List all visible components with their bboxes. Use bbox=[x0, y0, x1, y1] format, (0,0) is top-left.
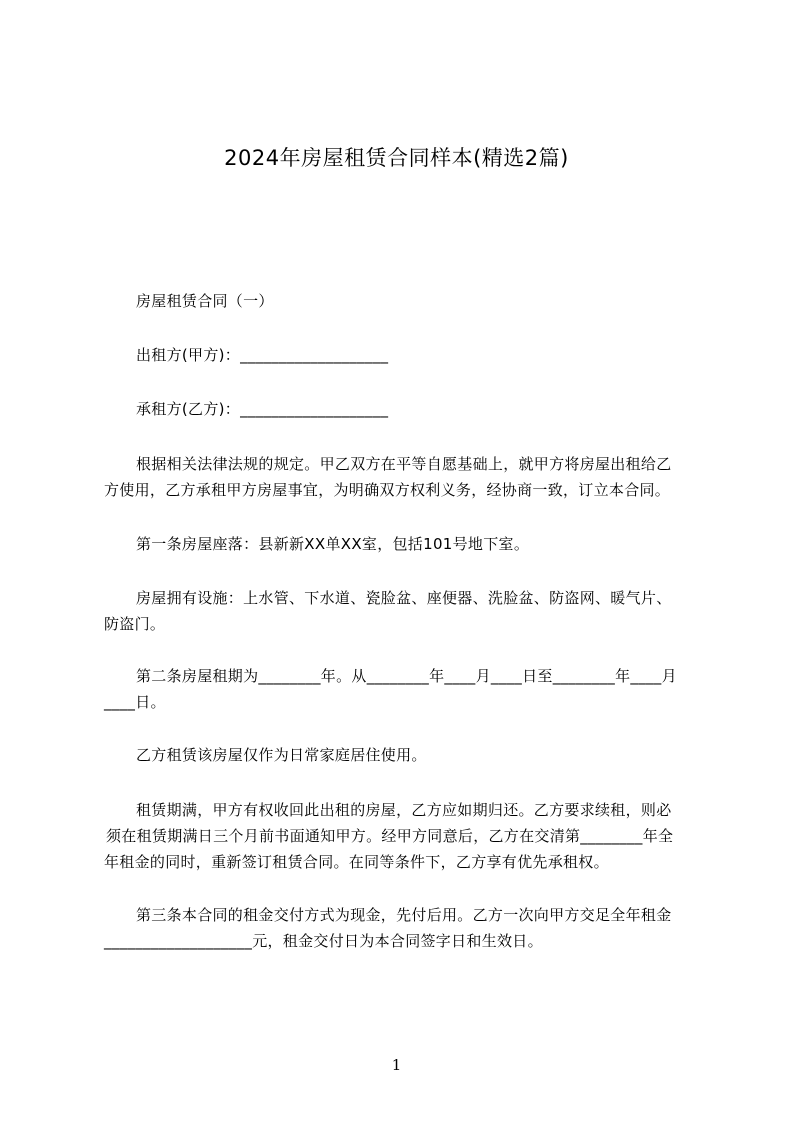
article-3-paragraph bbox=[104, 902, 700, 954]
preamble-paragraph bbox=[104, 451, 700, 503]
usage-text: 乙方租赁该房屋仅作为日常家庭居住使用。 bbox=[136, 746, 427, 764]
facilities-paragraph bbox=[104, 585, 700, 637]
renewal-line-1: 租赁期满，甲方有权收回此出租的房屋，乙方应如期归还。乙方要求续租，则必 bbox=[136, 801, 672, 819]
lessor-text: 出租方(甲方)：___________________ bbox=[136, 346, 389, 364]
preamble-line-2: 方使用，乙方承租甲方房屋事宜，为明确双方权利义务，经协商一致，订立本合同。 bbox=[104, 481, 671, 499]
article-3-line-1: 第三条本合同的租金交付方式为现金，先付后用。乙方一次向甲方交足全年租金 bbox=[136, 906, 672, 924]
article-2-line-2: ____日。 bbox=[104, 693, 166, 711]
lessor-line bbox=[104, 342, 700, 368]
facilities-line-2: 防盗门。 bbox=[104, 615, 166, 633]
page-number: 1 bbox=[391, 1056, 402, 1074]
article-3-line-2: ___________________元，租金交付日为本合同签字日和生效日。 bbox=[104, 932, 543, 950]
article-2-line-1: 第二条房屋租期为________年。从________年____月____日至________年____月 bbox=[136, 667, 677, 685]
contract-one-heading-text: 房屋租赁合同（一） bbox=[136, 292, 274, 310]
article-2-paragraph bbox=[104, 663, 700, 715]
renewal-line-2: 须在租赁期满日三个月前书面通知甲方。经甲方同意后，乙方在交清第________年全 bbox=[106, 827, 674, 845]
contract-one-heading bbox=[104, 288, 700, 314]
preamble-line-1: 根据相关法律法规的规定。甲乙双方在平等自愿基础上，就甲方将房屋出租给乙 bbox=[136, 455, 672, 473]
document-title: 2024年房屋租赁合同样本(精选2篇) bbox=[224, 146, 569, 170]
facilities-line-1: 房屋拥有设施：上水管、下水道、瓷脸盆、座便器、洗脸盆、防盗网、暖气片、 bbox=[136, 589, 672, 607]
usage-paragraph bbox=[104, 742, 700, 768]
renewal-paragraph bbox=[104, 797, 700, 875]
renewal-line-3: 年租金的同时，重新签订租赁合同。在同等条件下，乙方享有优先承租权。 bbox=[104, 853, 609, 871]
lessee-line bbox=[104, 396, 700, 422]
article-1-paragraph bbox=[104, 531, 700, 557]
article-1-text: 第一条房屋座落：县新新XX单XX室，包括101号地下室。 bbox=[136, 535, 530, 553]
lessee-text: 承租方(乙方)：___________________ bbox=[136, 400, 389, 418]
